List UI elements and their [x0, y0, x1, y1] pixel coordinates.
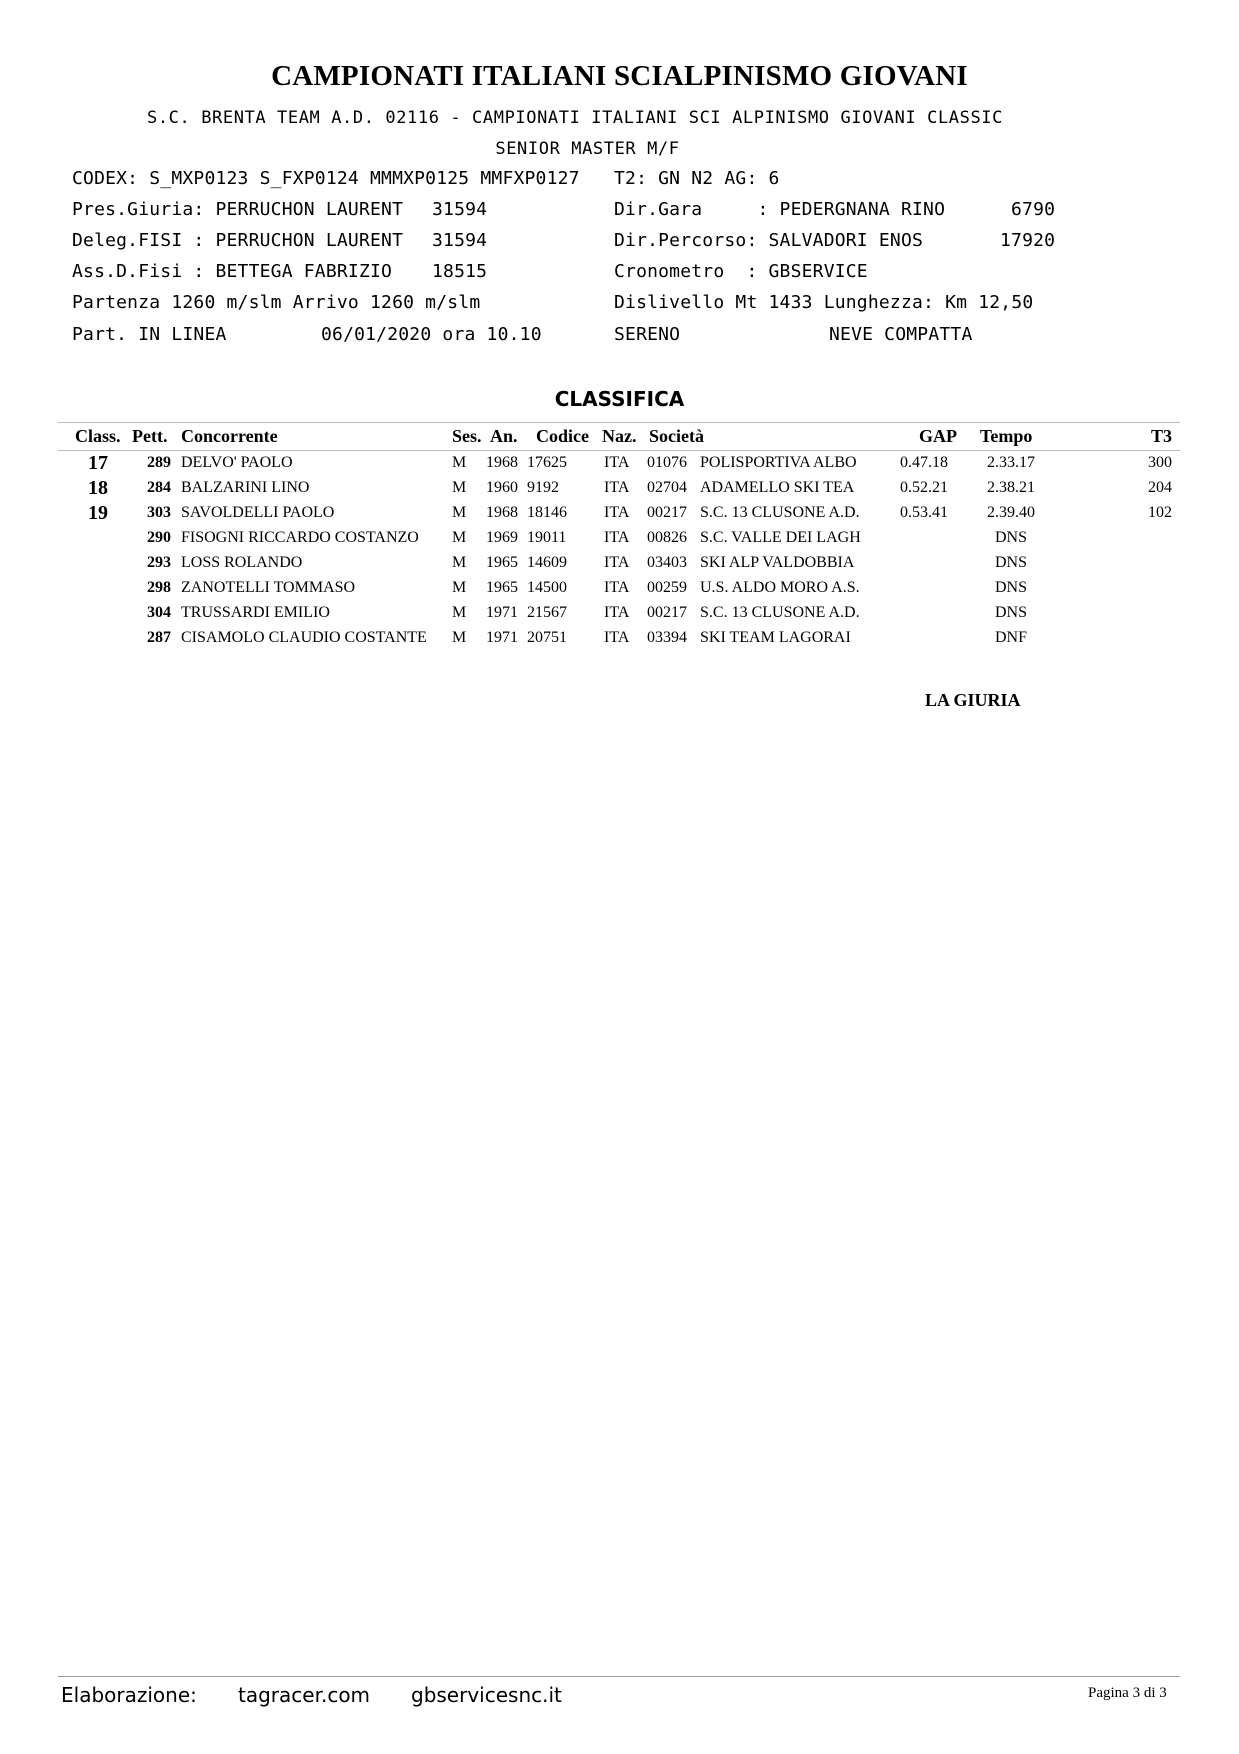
- meteo: SERENO: [614, 324, 681, 345]
- cell-rank: 18: [88, 477, 108, 499]
- cell-bib: 284: [147, 479, 171, 496]
- cell-time: DNS: [994, 604, 1027, 621]
- cell-code: 20751: [527, 629, 567, 646]
- cell-sex: M: [452, 604, 467, 621]
- cell-bib: 289: [147, 454, 171, 471]
- cell-gap: 0.53.41: [900, 504, 948, 521]
- cell-time: DNS: [994, 554, 1027, 571]
- cell-club-code: 01076: [647, 454, 687, 471]
- cell-rank: 17: [88, 452, 108, 474]
- cell-nat: ITA: [604, 579, 630, 596]
- deleg-fisi-code: 31594: [432, 230, 488, 251]
- neve: NEVE COMPATTA: [829, 324, 973, 345]
- cell-nat: ITA: [604, 604, 630, 621]
- cell-time: DNS: [994, 579, 1027, 596]
- header-tempo: Tempo: [980, 426, 1033, 446]
- cell-code: 14609: [527, 554, 567, 571]
- cell-sex: M: [452, 579, 467, 596]
- cell-bib: 290: [147, 529, 171, 546]
- cell-name: BALZARINI LINO: [181, 479, 310, 496]
- cell-name: TRUSSARDI EMILIO: [181, 604, 330, 621]
- footer-rule: [58, 1676, 1180, 1677]
- cell-club-code: 00826: [647, 529, 687, 546]
- table-row: [0, 501, 1239, 526]
- header-naz: Naz.: [602, 426, 637, 446]
- dir-gara-code: 6790: [1011, 199, 1056, 220]
- table-row: [0, 626, 1239, 651]
- cell-sex: M: [452, 529, 467, 546]
- table-row: [0, 451, 1239, 476]
- dislivello-lunghezza: Dislivello Mt 1433 Lunghezza: Km 12,50: [614, 292, 1034, 313]
- cell-name: DELVO' PAOLO: [181, 454, 293, 471]
- cell-club: SKI TEAM LAGORAI: [700, 629, 851, 646]
- cell-code: 17625: [527, 454, 567, 471]
- header-class: Class.: [75, 426, 121, 446]
- cell-sex: M: [452, 554, 467, 571]
- header-t3: T3: [1151, 426, 1173, 446]
- dir-percorso: Dir.Percorso: SALVADORI ENOS: [614, 230, 924, 251]
- cell-year: 1965: [486, 579, 518, 596]
- cell-year: 1968: [486, 504, 518, 521]
- cell-club: SKI ALP VALDOBBIA: [700, 554, 855, 571]
- cell-time: 2.38.21: [987, 479, 1035, 496]
- pres-giuria: Pres.Giuria: PERRUCHON LAURENT: [72, 199, 404, 220]
- cell-sex: M: [452, 629, 467, 646]
- dir-gara: Dir.Gara : PEDERGNANA RINO: [614, 199, 946, 220]
- footer-elaborazione: Elaborazione:: [61, 1683, 197, 1707]
- header-concorrente: Concorrente: [181, 426, 278, 446]
- cell-nat: ITA: [604, 629, 630, 646]
- cell-club: S.C. 13 CLUSONE A.D.: [700, 604, 860, 621]
- ass-fisi-code: 18515: [432, 261, 488, 282]
- ass-fisi: Ass.D.Fisi : BETTEGA FABRIZIO: [72, 261, 393, 282]
- partenza-tipo: Part. IN LINEA: [72, 324, 227, 345]
- data-ora: 06/01/2020 ora 10.10: [321, 324, 542, 345]
- cell-code: 9192: [527, 479, 559, 496]
- cell-club-code: 03403: [647, 554, 687, 571]
- cell-year: 1960: [486, 479, 518, 496]
- table-top-rule: [58, 422, 1180, 423]
- page-title: CAMPIONATI ITALIANI SCIALPINISMO GIOVANI: [271, 60, 968, 92]
- cell-bib: 298: [147, 579, 171, 596]
- cell-name: LOSS ROLANDO: [181, 554, 303, 571]
- pres-giuria-code: 31594: [432, 199, 488, 220]
- codex-line: CODEX: S_MXP0123 S_FXP0124 MMMXP0125 MMFXP0127: [72, 168, 580, 189]
- cell-sex: M: [452, 454, 467, 471]
- cell-year: 1971: [486, 629, 518, 646]
- cell-club-code: 00217: [647, 604, 687, 621]
- cell-t3: 300: [1148, 454, 1172, 471]
- cell-time: 2.33.17: [987, 454, 1035, 471]
- table-row: [0, 601, 1239, 626]
- page-number: Pagina 3 di 3: [1088, 1685, 1167, 1701]
- cell-time: 2.39.40: [987, 504, 1035, 521]
- classifica-heading: CLASSIFICA: [554, 387, 685, 411]
- cell-code: 19011: [527, 529, 567, 546]
- cell-name: ZANOTELLI TOMMASO: [181, 579, 356, 596]
- category-label: SENIOR MASTER M/F: [495, 139, 680, 159]
- cell-rank: 19: [88, 502, 108, 524]
- header-an: An.: [490, 426, 518, 446]
- header-ses: Ses.: [452, 426, 482, 446]
- cell-nat: ITA: [604, 504, 630, 521]
- cell-year: 1971: [486, 604, 518, 621]
- cell-bib: 304: [147, 604, 171, 621]
- cell-club-code: 00217: [647, 504, 687, 521]
- deleg-fisi: Deleg.FISI : PERRUCHON LAURENT: [72, 230, 404, 251]
- cell-name: FISOGNI RICCARDO COSTANZO: [181, 529, 419, 546]
- cell-club-code: 03394: [647, 629, 687, 646]
- cell-nat: ITA: [604, 454, 630, 471]
- cell-code: 14500: [527, 579, 567, 596]
- cell-bib: 287: [147, 629, 171, 646]
- cell-sex: M: [452, 479, 467, 496]
- signature-label: LA GIURIA: [925, 690, 1021, 710]
- cell-bib: 293: [147, 554, 171, 571]
- footer-link-tagracer[interactable]: tagracer.com: [238, 1683, 371, 1707]
- cell-name: SAVOLDELLI PAOLO: [181, 504, 335, 521]
- cell-club-code: 02704: [647, 479, 687, 496]
- cell-club-code: 00259: [647, 579, 687, 596]
- cell-sex: M: [452, 504, 467, 521]
- cell-time: DNS: [994, 529, 1027, 546]
- cell-year: 1969: [486, 529, 518, 546]
- cell-t3: 204: [1148, 479, 1172, 496]
- table-row: [0, 576, 1239, 601]
- table-row: [0, 551, 1239, 576]
- cell-time: DNF: [994, 629, 1027, 646]
- event-subtitle: S.C. BRENTA TEAM A.D. 02116 - CAMPIONATI ITALIANI SCI ALPINISMO GIOVANI CLASSIC: [147, 108, 1003, 128]
- t2-line: T2: GN N2 AG: 6: [614, 168, 780, 189]
- cell-club: ADAMELLO SKI TEA: [700, 479, 855, 496]
- cell-nat: ITA: [604, 529, 630, 546]
- cell-year: 1965: [486, 554, 518, 571]
- footer-link-gbservice[interactable]: gbservicesnc.it: [411, 1683, 562, 1707]
- cell-bib: 303: [147, 504, 171, 521]
- dir-percorso-code: 17920: [1000, 230, 1056, 251]
- cronometro: Cronometro : GBSERVICE: [614, 261, 868, 282]
- table-row: [0, 476, 1239, 501]
- cell-club: S.C. VALLE DEI LAGH: [700, 529, 861, 546]
- header-pett: Pett.: [132, 426, 168, 446]
- cell-name: CISAMOLO CLAUDIO COSTANTE: [181, 629, 427, 646]
- header-societa: Società: [649, 426, 704, 446]
- partenza-arrivo: Partenza 1260 m/slm Arrivo 1260 m/slm: [72, 292, 481, 313]
- cell-gap: 0.47.18: [900, 454, 948, 471]
- cell-nat: ITA: [604, 554, 630, 571]
- cell-t3: 102: [1148, 504, 1172, 521]
- cell-code: 18146: [527, 504, 567, 521]
- header-codice: Codice: [536, 426, 589, 446]
- cell-club: S.C. 13 CLUSONE A.D.: [700, 504, 860, 521]
- cell-gap: 0.52.21: [900, 479, 948, 496]
- table-row: [0, 526, 1239, 551]
- cell-nat: ITA: [604, 479, 630, 496]
- cell-year: 1968: [486, 454, 518, 471]
- cell-club: U.S. ALDO MORO A.S.: [700, 579, 860, 596]
- cell-club: POLISPORTIVA ALBO: [700, 454, 857, 471]
- header-gap: GAP: [919, 426, 957, 446]
- cell-code: 21567: [527, 604, 567, 621]
